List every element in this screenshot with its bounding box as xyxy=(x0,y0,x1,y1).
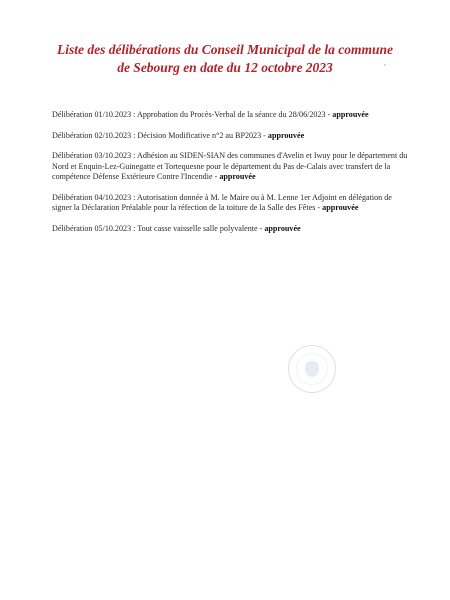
deliberation-item xyxy=(52,131,412,142)
official-stamp xyxy=(288,345,336,393)
deliberation-status: approuvée xyxy=(322,203,359,212)
page-title xyxy=(40,41,410,77)
scan-speck xyxy=(384,64,386,66)
deliberation-status: approuvée xyxy=(264,223,301,233)
deliberation-status: approuvée xyxy=(267,130,305,140)
deliberation-text: Délibération 03/10.2023 : Adhésion au SIDEN-SIAN des communes d'Avelin et Iwuy pour le département du Nord et Enquin-Lez-Guinegatte et Tortequesne pour le département du Pas de-Calais avec transfert de la compétence Défense Extérieure Contre l'Incendie - xyxy=(52,151,408,181)
deliberation-status: approuvée xyxy=(219,172,256,181)
deliberation-text: Délibération 02/10.2023 : Décision Modificative n°2 au BP2023 - xyxy=(52,130,268,140)
deliberation-text: Délibération 04/10.2023 : Autorisation donnée à M. le Maire ou à M. Lenne 1er Adjoint en délégation de signer la Déclaration Préalable pour la réfection de la toiture de la Salle des Fêtes - xyxy=(52,192,392,212)
deliberation-status: approuvée xyxy=(332,110,369,119)
deliberation-text: Délibération 05/10.2023 : Tout casse vaisselle salle polyvalente - xyxy=(52,223,265,233)
deliberation-text: Délibération 01/10.2023 : Approbation du Procès-Verbal de la séance du 28/06/2023 - xyxy=(52,110,333,119)
page-title-line-1: Liste des délibérations du Conseil Municipal de la commune xyxy=(56,42,394,57)
deliberation-item xyxy=(52,151,412,183)
page-title-line-2: de Sebourg en date du 12 octobre 2023 xyxy=(117,60,333,75)
deliberation-list xyxy=(52,110,412,244)
deliberation-item xyxy=(52,193,412,214)
deliberation-item xyxy=(52,110,412,121)
stamp-emblem xyxy=(305,361,319,377)
deliberation-item xyxy=(52,224,412,235)
